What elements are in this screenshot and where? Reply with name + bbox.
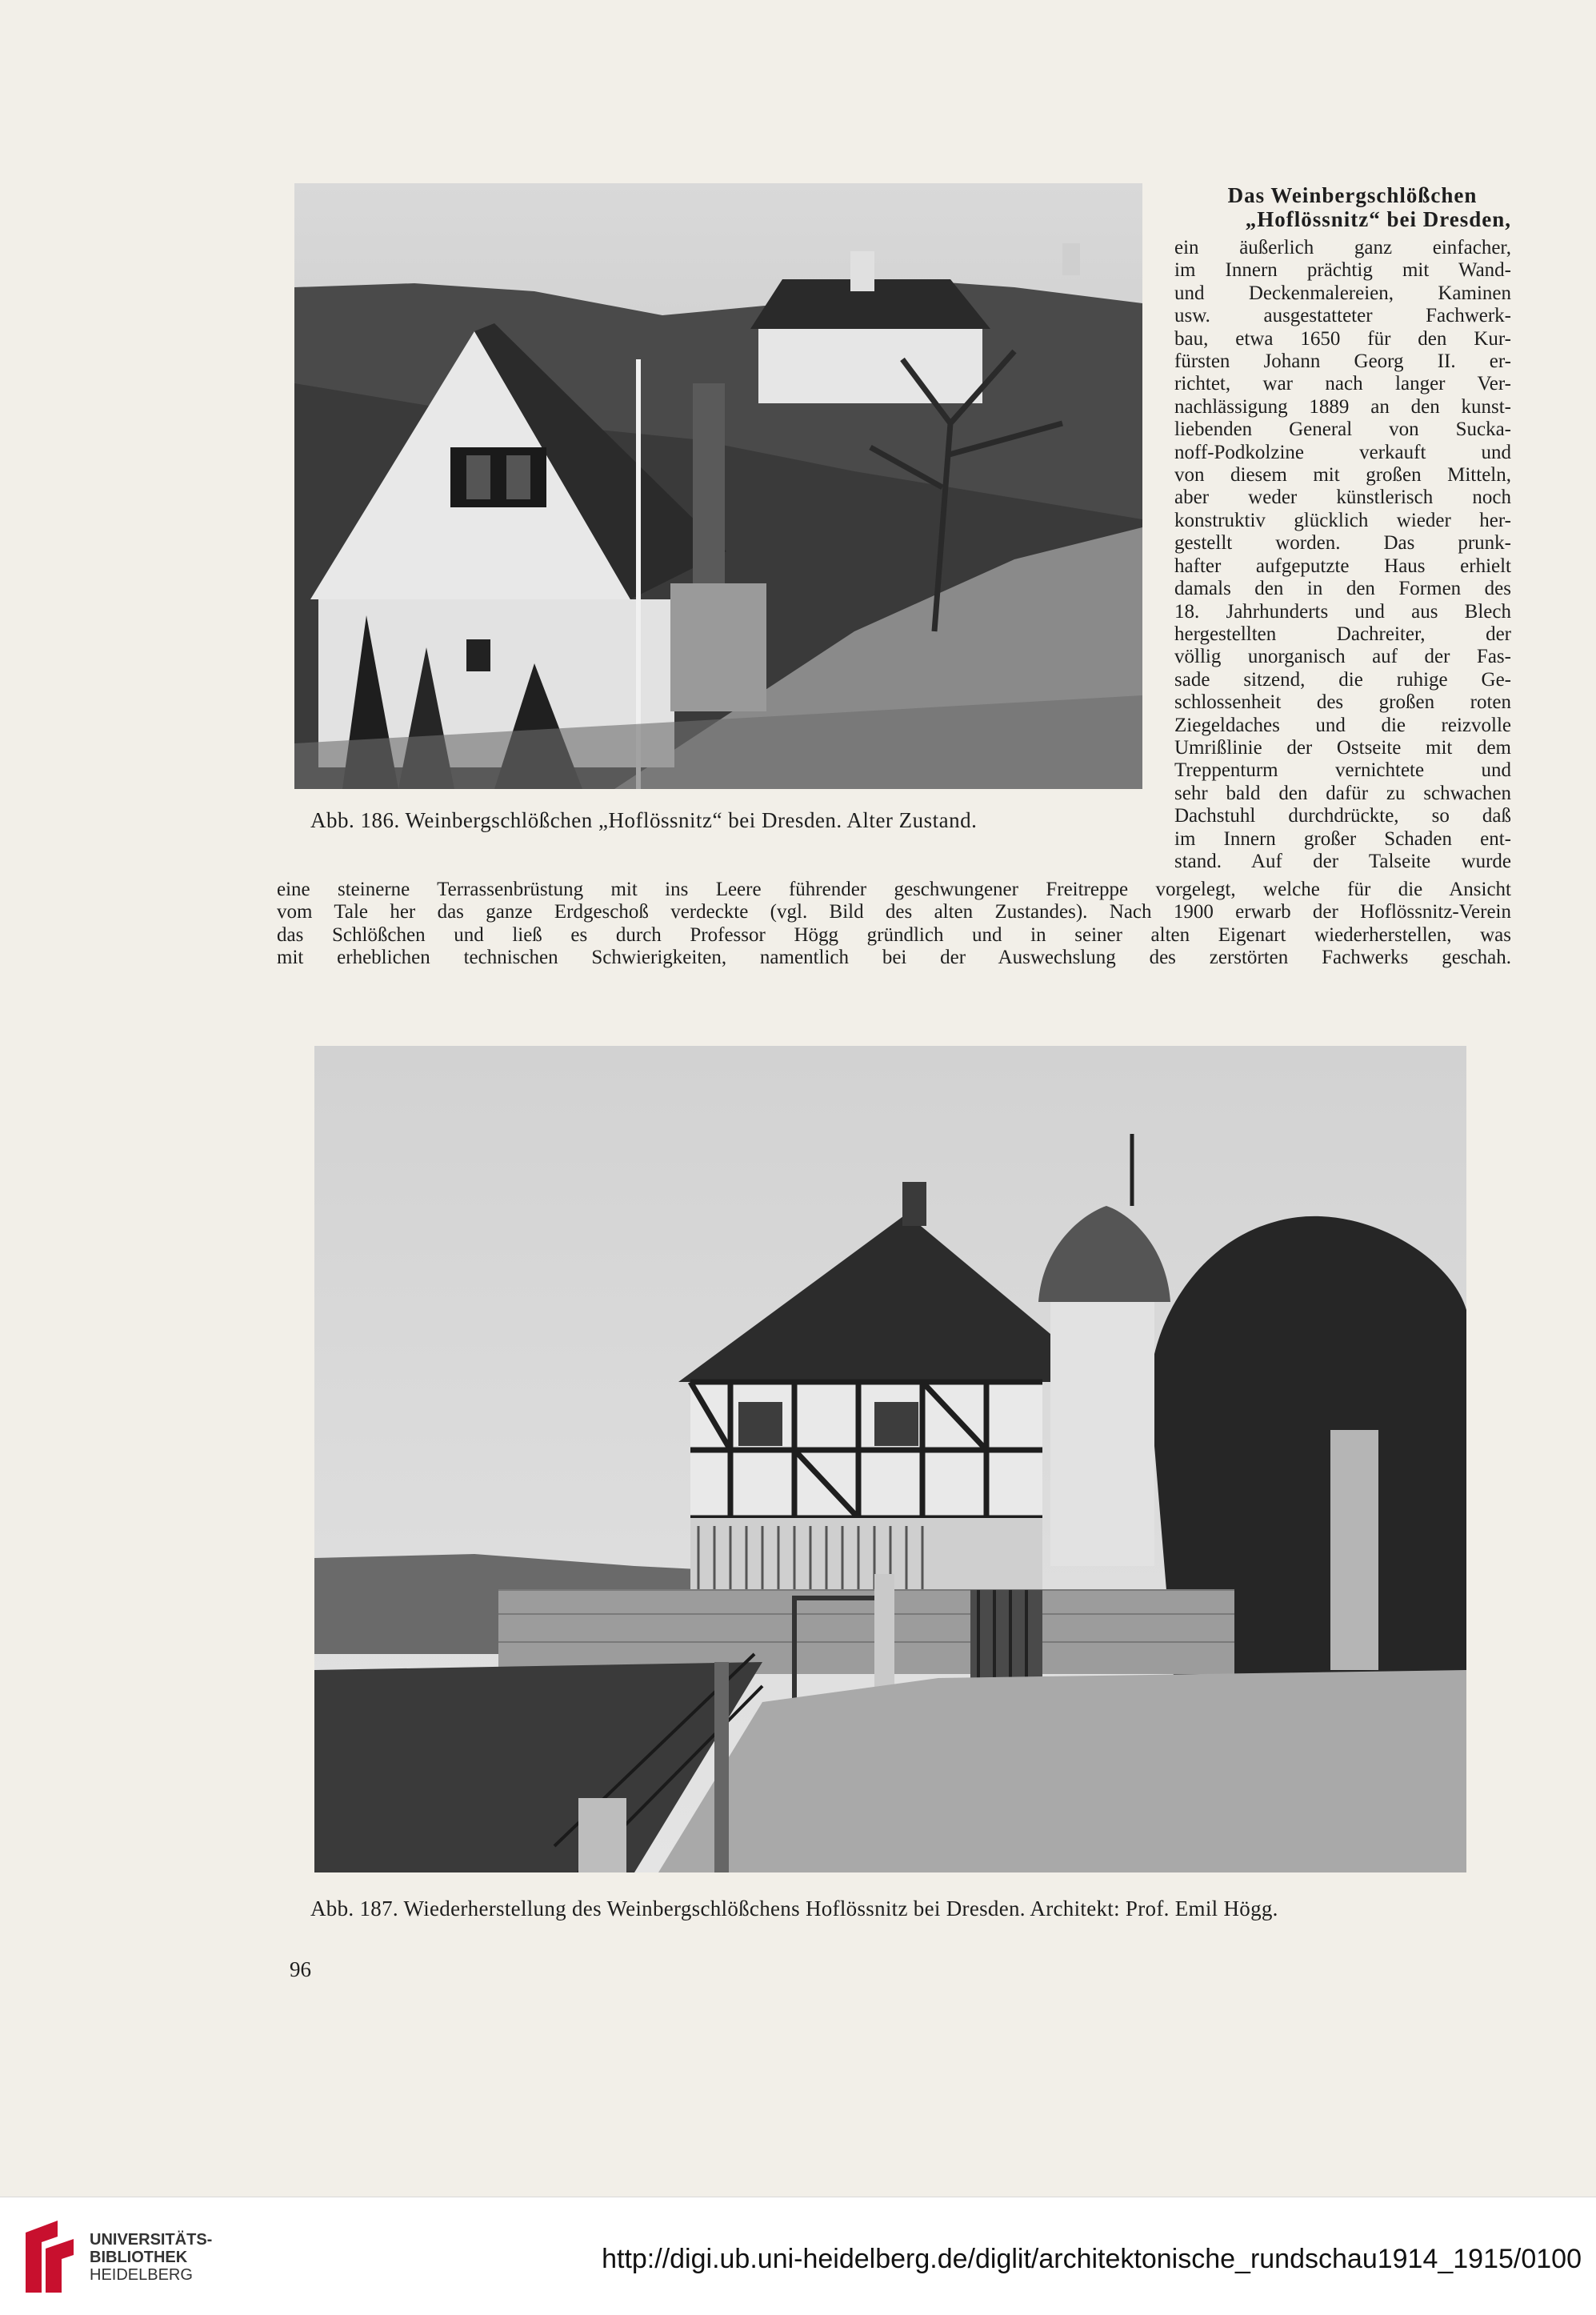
text-line: richtet, war nach langer Ver- [1174, 373, 1511, 395]
body-paragraph [277, 879, 1511, 970]
library-name [90, 2231, 212, 2284]
text-line: das Schlößchen und ließ es durch Professor Högg gründlich und in seiner alten Eigenart wiederherstellen, was [277, 923, 1511, 946]
text-line: noff-Podkolzine verkauft und [1174, 441, 1511, 463]
text-line: eine steinerne Terrassenbrüstung mit ins Leere führender geschwungener Freitreppe vorgelegt, welche für die Ansicht [277, 879, 1511, 900]
text-line: 18. Jahrhunderts und aus Blech [1174, 600, 1511, 623]
library-name-line: BIBLIOTHEK [90, 2249, 188, 2266]
text-line: Dachstuhl durchdrückte, so daß [1174, 805, 1511, 827]
text-line: gestellt worden. Das prunk- [1174, 532, 1511, 555]
text-line: sehr bald den dafür zu schwachen [1174, 782, 1511, 804]
photo-restored-state [314, 1046, 1466, 1872]
text-line: Umrißlinie der Ostseite mit dem [1174, 736, 1511, 759]
library-name-line: UNIVERSITÄTS- [90, 2231, 213, 2249]
figure-caption-187: Abb. 187. Wiederherstellung des Weinbergschlößchens Hoflössnitz bei Dresden. Architekt: Prof. Emil Högg. [310, 1896, 1278, 1920]
text-line: liebenden General von Sucka- [1174, 419, 1511, 441]
text-line: völlig unorganisch auf der Fas- [1174, 646, 1511, 668]
text-line: im Innern prächtig mit Wand- [1174, 259, 1511, 282]
text-line: ein äußerlich ganz einfacher, [1174, 237, 1511, 258]
text-line: und Deckenmalereien, Kaminen [1174, 282, 1511, 304]
text-line: fürsten Johann Georg II. er- [1174, 350, 1511, 373]
text-line: sade sitzend, die ruhige Ge- [1174, 668, 1511, 691]
text-line: hafter aufgeputzte Haus erhielt [1174, 555, 1511, 577]
footer-bar [0, 2197, 1596, 2315]
text-line: Ziegeldaches und die reizvolle [1174, 714, 1511, 736]
text-line: nachlässigung 1889 an den kunst- [1174, 395, 1511, 418]
text-line: schlossenheit des großen roten [1174, 691, 1511, 714]
article-title-line: Das Weinbergschlößchen [1227, 183, 1478, 207]
text-line: aber weder künstlerisch noch [1174, 487, 1511, 509]
library-logo-icon[interactable] [18, 2217, 82, 2297]
article-title-line: „Hoflössnitz“ bei Dresden, [1245, 207, 1511, 231]
sidebar-paragraph [1174, 237, 1511, 873]
text-line: von diesem mit großen Mitteln, [1174, 464, 1511, 487]
text-line: mit erheblichen technischen Schwierigkeiten, namentlich bei der Auswechslung des zerstörten Fachwerks geschah. [277, 947, 1511, 969]
text-line: vom Tale her das ganze Erdgeschoß verdeckte (vgl. Bild des alten Zustandes). Nach 1900 erwarb der Hoflössnitz-Verein [277, 901, 1511, 923]
text-line: usw. ausgestatteter Fachwerk- [1174, 305, 1511, 327]
article-title [1162, 183, 1511, 231]
permalink-url[interactable]: http://digi.ub.uni-heidelberg.de/diglit/architektonische_rundschau1914_1915/0100 [602, 2244, 1582, 2274]
text-line: damals den in den Formen des [1174, 578, 1511, 600]
text-line: hergestellten Dachreiter, der [1174, 623, 1511, 645]
page-number: 96 [290, 1957, 311, 1981]
text-line: im Innern großer Schaden ent- [1174, 827, 1511, 850]
text-line: stand. Auf der Talseite wurde [1174, 850, 1511, 872]
photo-old-state [294, 183, 1142, 789]
text-line: konstruktiv glücklich wieder her- [1174, 509, 1511, 531]
text-line: Treppenturm vernichtete und [1174, 759, 1511, 782]
library-name-line: HEIDELBERG [90, 2266, 193, 2284]
text-line: bau, etwa 1650 für den Kur- [1174, 327, 1511, 350]
figure-caption-186: Abb. 186. Weinbergschlößchen „Hoflössnitz“ bei Dresden. Alter Zustand. [310, 808, 978, 832]
